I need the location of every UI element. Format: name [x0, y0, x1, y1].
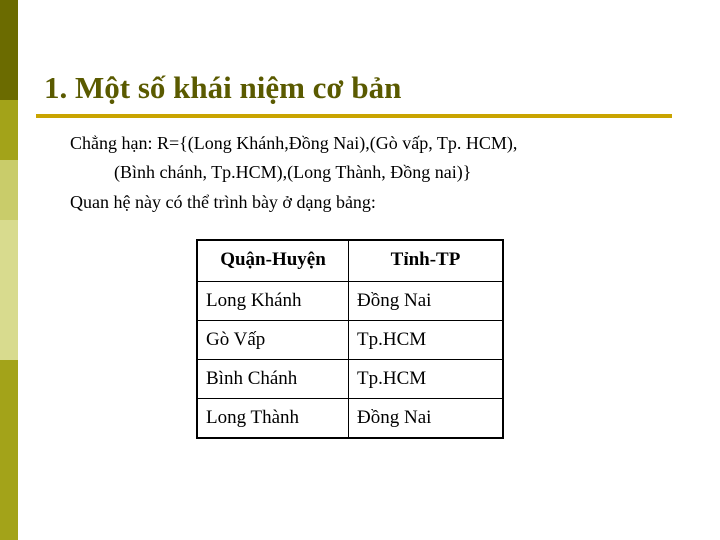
body-line-1: Chẳng hạn: R={(Long Khánh,Đồng Nai),(Gò vấp, Tp. HCM),: [70, 133, 518, 153]
table-cell: Tp.HCM: [349, 321, 504, 360]
table-cell: Đồng Nai: [349, 399, 504, 439]
column-header: Tỉnh-TP: [349, 240, 504, 282]
title-underline: [36, 114, 672, 118]
sidebar-block: [0, 100, 18, 160]
table-row: [197, 360, 503, 399]
sidebar-block: [0, 220, 18, 360]
sidebar-decoration: [0, 0, 18, 540]
table-row: [197, 321, 503, 360]
body-line-3: Quan hệ này có thể trình bày ở dạng bảng:: [70, 192, 376, 212]
table-cell: Tp.HCM: [349, 360, 504, 399]
table-cell: Bình Chánh: [197, 360, 349, 399]
table-row: [197, 282, 503, 321]
relation-table: [196, 239, 504, 439]
table-cell: Long Khánh: [197, 282, 349, 321]
sidebar-block: [0, 0, 18, 100]
body-line-2: (Bình chánh, Tp.HCM),(Long Thành, Đồng nai)}: [114, 162, 472, 182]
table-header-row: [197, 240, 503, 282]
table-cell: Long Thành: [197, 399, 349, 439]
table-row: [197, 399, 503, 439]
table-cell: Gò Vấp: [197, 321, 349, 360]
slide-title: 1. Một số khái niệm cơ bản: [44, 70, 402, 105]
table-cell: Đồng Nai: [349, 282, 504, 321]
sidebar-block: [0, 160, 18, 220]
sidebar-block: [0, 360, 18, 540]
column-header: Quận-Huyện: [197, 240, 349, 282]
